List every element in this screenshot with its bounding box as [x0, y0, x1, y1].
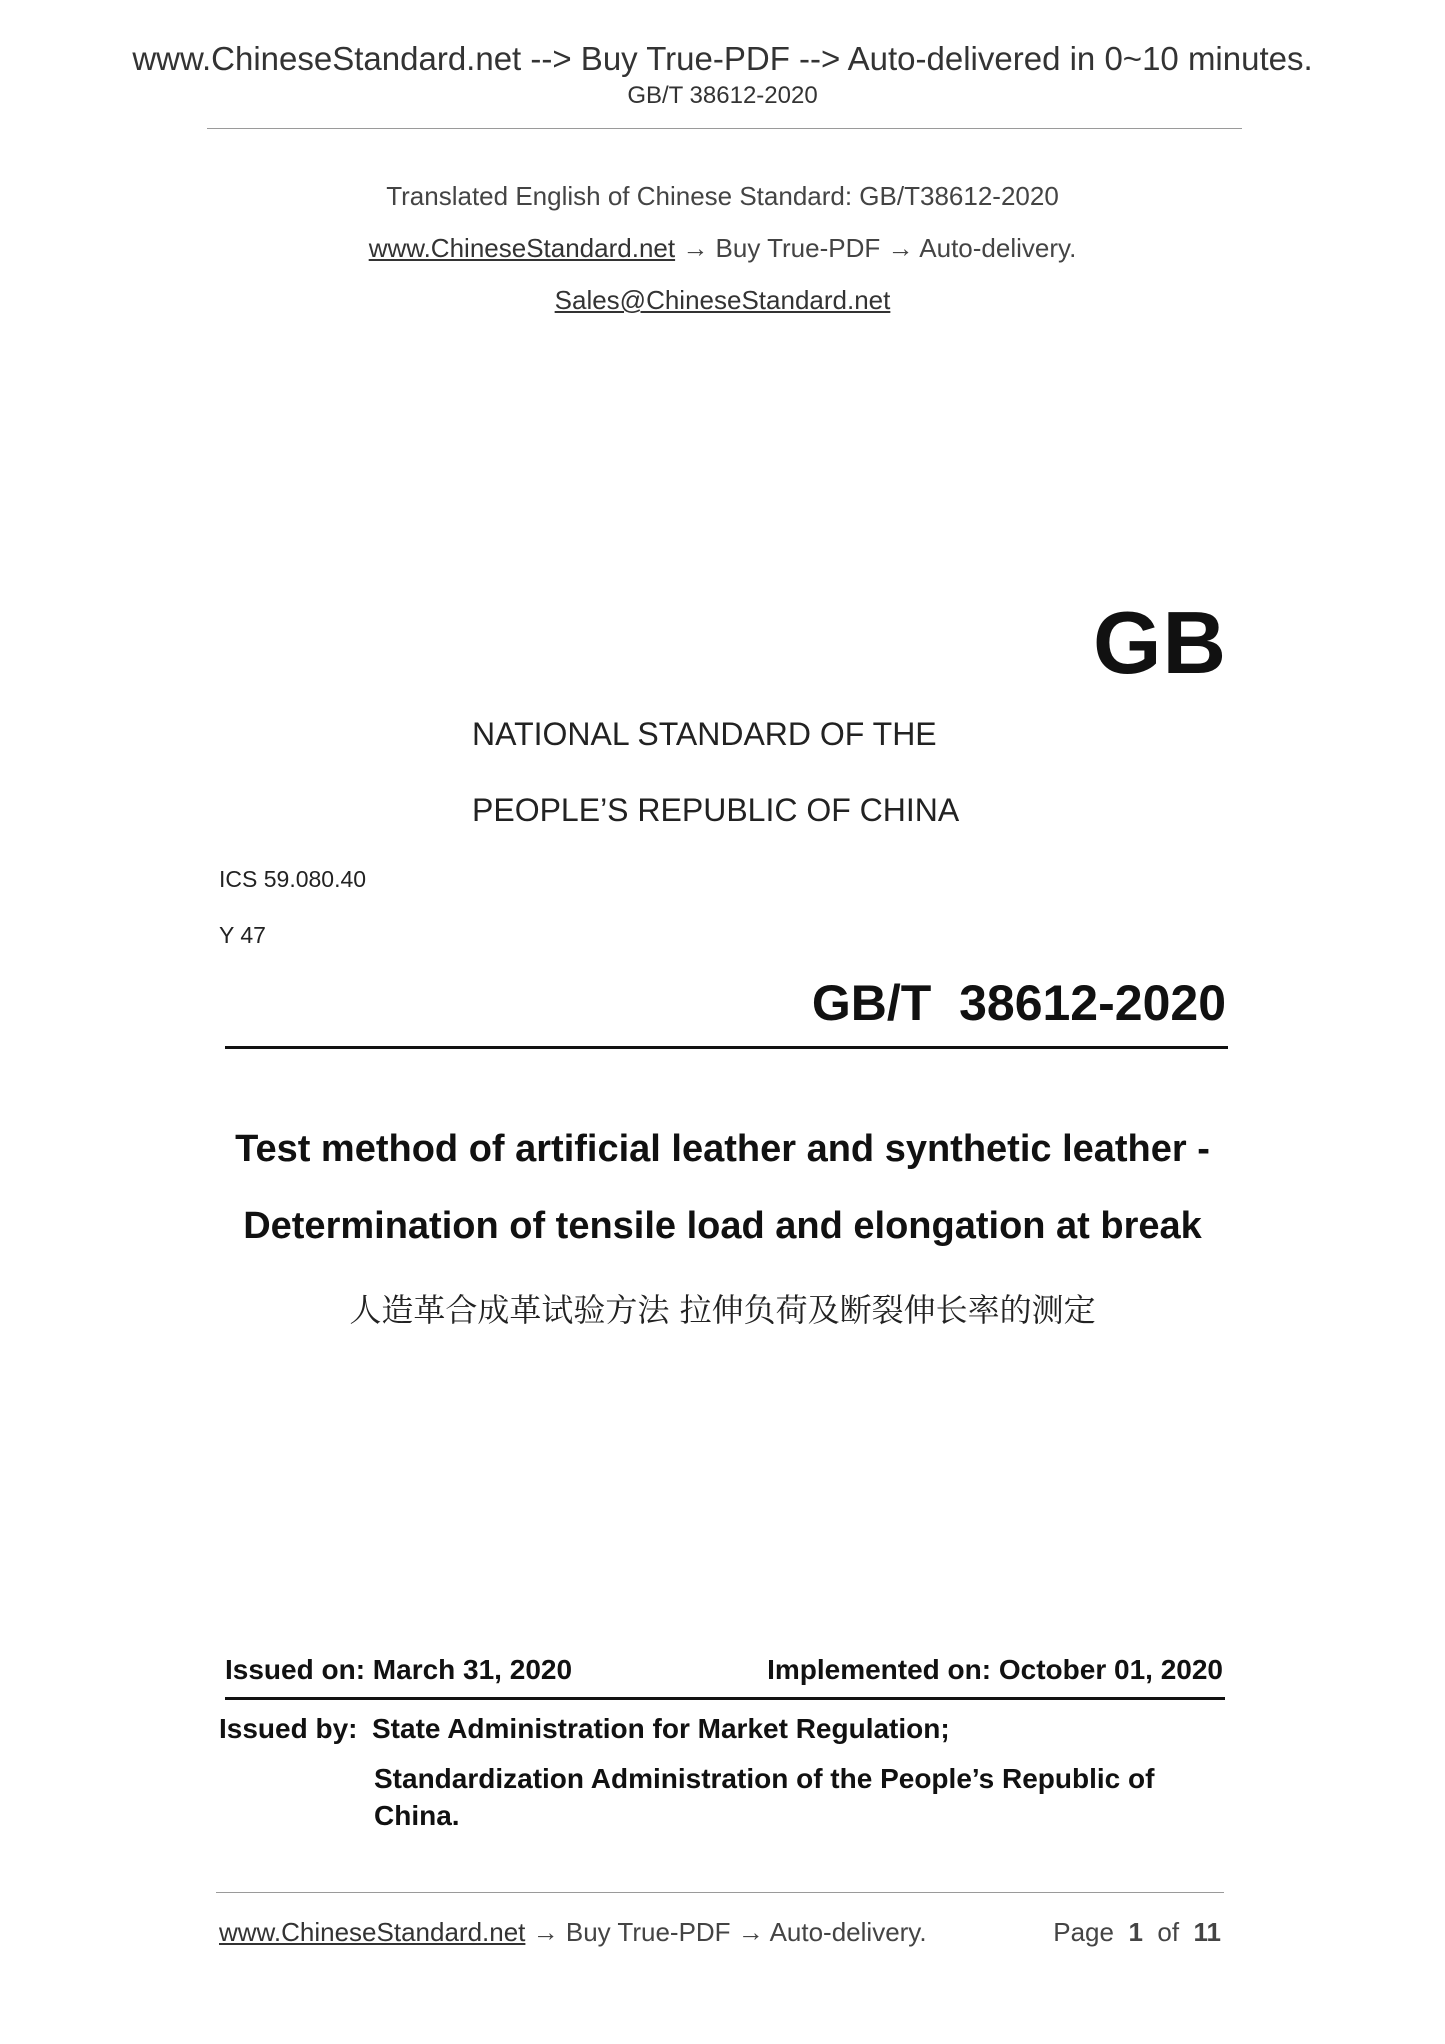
header-promo-text: www.ChineseStandard.net --> Buy True-PDF --> Auto-delivered in 0~10 minutes. [132, 40, 1313, 77]
title-chinese: 人造革合成革试验方法 拉伸负荷及断裂伸长率的测定 [349, 1291, 1096, 1329]
header-divider [207, 128, 1242, 129]
header-standard-number: GB/T 38612-2020 [627, 82, 818, 109]
title-english-line-2: Determination of tensile load and elongation at break [243, 1205, 1202, 1247]
promo-text: → Buy True-PDF → Auto-delivery. [675, 233, 1077, 263]
issuing-authority-1: State Administration for Market Regulation; [372, 1713, 950, 1744]
issued-by-label: Issued by: [219, 1713, 358, 1744]
page-indicator [1053, 1917, 1221, 1948]
page-of: of [1157, 1917, 1180, 1947]
promo-line [0, 233, 1445, 264]
implemented-on-date: Implemented on: October 01, 2020 [767, 1654, 1223, 1685]
translated-notice: Translated English of Chinese Standard: GB/T38612-2020 [386, 181, 1059, 211]
website-link[interactable]: www.ChineseStandard.net [368, 233, 676, 263]
issued-on-date: Issued on: March 31, 2020 [225, 1654, 573, 1685]
national-standard-line-1: NATIONAL STANDARD OF THE [472, 716, 937, 752]
page-total: 11 [1193, 1917, 1221, 1947]
standard-number: GB/T 38612-2020 [811, 975, 1226, 1031]
sales-line [0, 285, 1445, 316]
ics-code: ICS 59.080.40 [219, 866, 367, 892]
footer-promo [219, 1917, 927, 1948]
national-standard-line-2: PEOPLE’S REPUBLIC OF CHINA [472, 792, 960, 828]
gb-logo: GB [1093, 593, 1227, 692]
issue-date-rule [225, 1697, 1225, 1700]
title-english-line-1: Test method of artificial leather and synthetic leather - [235, 1128, 1210, 1170]
footer-website-link[interactable]: www.ChineseStandard.net [219, 1917, 526, 1947]
footer-divider [216, 1892, 1224, 1893]
page-current: 1 [1128, 1917, 1143, 1947]
page-label: Page [1053, 1917, 1114, 1947]
sales-email-link[interactable]: Sales@ChineseStandard.net [554, 285, 891, 315]
ccs-code: Y 47 [219, 922, 266, 948]
standard-number-rule [225, 1046, 1228, 1049]
footer-promo-text: → Buy True-PDF → Auto-delivery. [525, 1917, 927, 1947]
issuing-authority-2: Standardization Administration of the People’s Republic of China. [374, 1763, 1155, 1831]
